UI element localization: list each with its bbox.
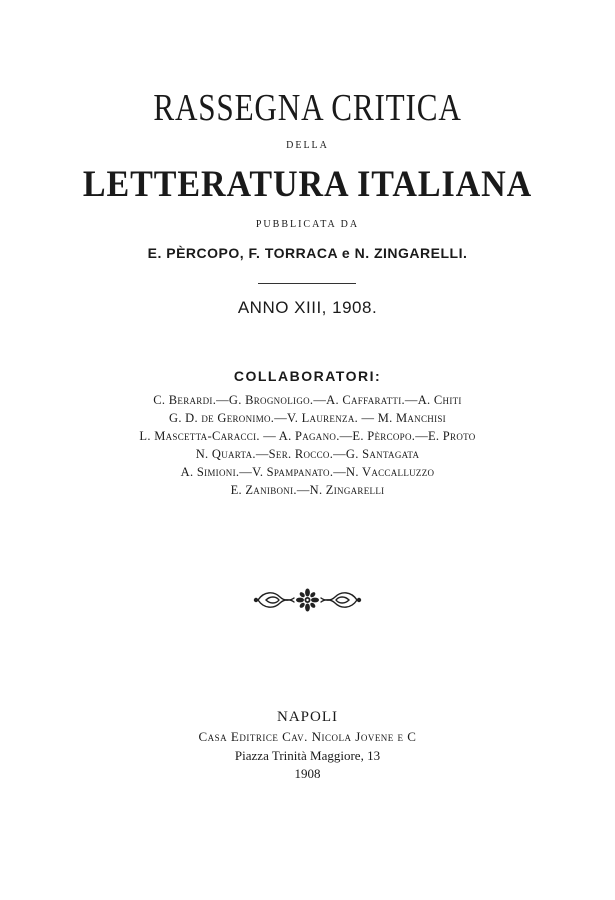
collaborators-line: C. Berardi.—G. Brognoligo.—A. Caffaratti.—A. Chiti: [153, 393, 462, 407]
imprint-publisher: Casa Editrice Cav. Nicola Jovene e C: [198, 729, 417, 744]
imprint-city: NAPOLI: [277, 709, 338, 725]
collaborators-line: N. Quarta.—Ser. Rocco.—G. Santagata: [195, 447, 420, 461]
title-line-1: RASSEGNA CRITICA: [153, 87, 462, 129]
collaborators-line: E. Zaniboni.—N. Zingarelli: [230, 483, 385, 497]
floral-ornament-icon: [252, 587, 363, 613]
divider-rule: [258, 283, 356, 284]
collaborators-heading: COLLABORATORI:: [233, 368, 382, 384]
imprint-address: Piazza Trinità Maggiore, 13: [234, 748, 381, 763]
collaborators-line: G. D. de Geronimo.—V. Laurenza. — M. Manchisi: [169, 411, 446, 425]
published-by-label: PUBBLICATA DA: [255, 219, 360, 230]
title-connector: DELLA: [286, 140, 329, 151]
title-line-2: LETTERATURA ITALIANA: [82, 164, 533, 205]
collaborators-line: A. Simioni.—V. Spampanato.—N. Vaccalluzzo: [180, 465, 435, 479]
collaborators-line: L. Mascetta-Caracci. — A. Pagano.—E. Pèrcopo.—E. Proto: [139, 429, 476, 443]
editors: E. PÈRCOPO, F. TORRACA e N. ZINGARELLI.: [147, 245, 468, 261]
imprint-year: 1908: [294, 766, 321, 781]
year-line: ANNO XIII, 1908.: [237, 298, 378, 317]
